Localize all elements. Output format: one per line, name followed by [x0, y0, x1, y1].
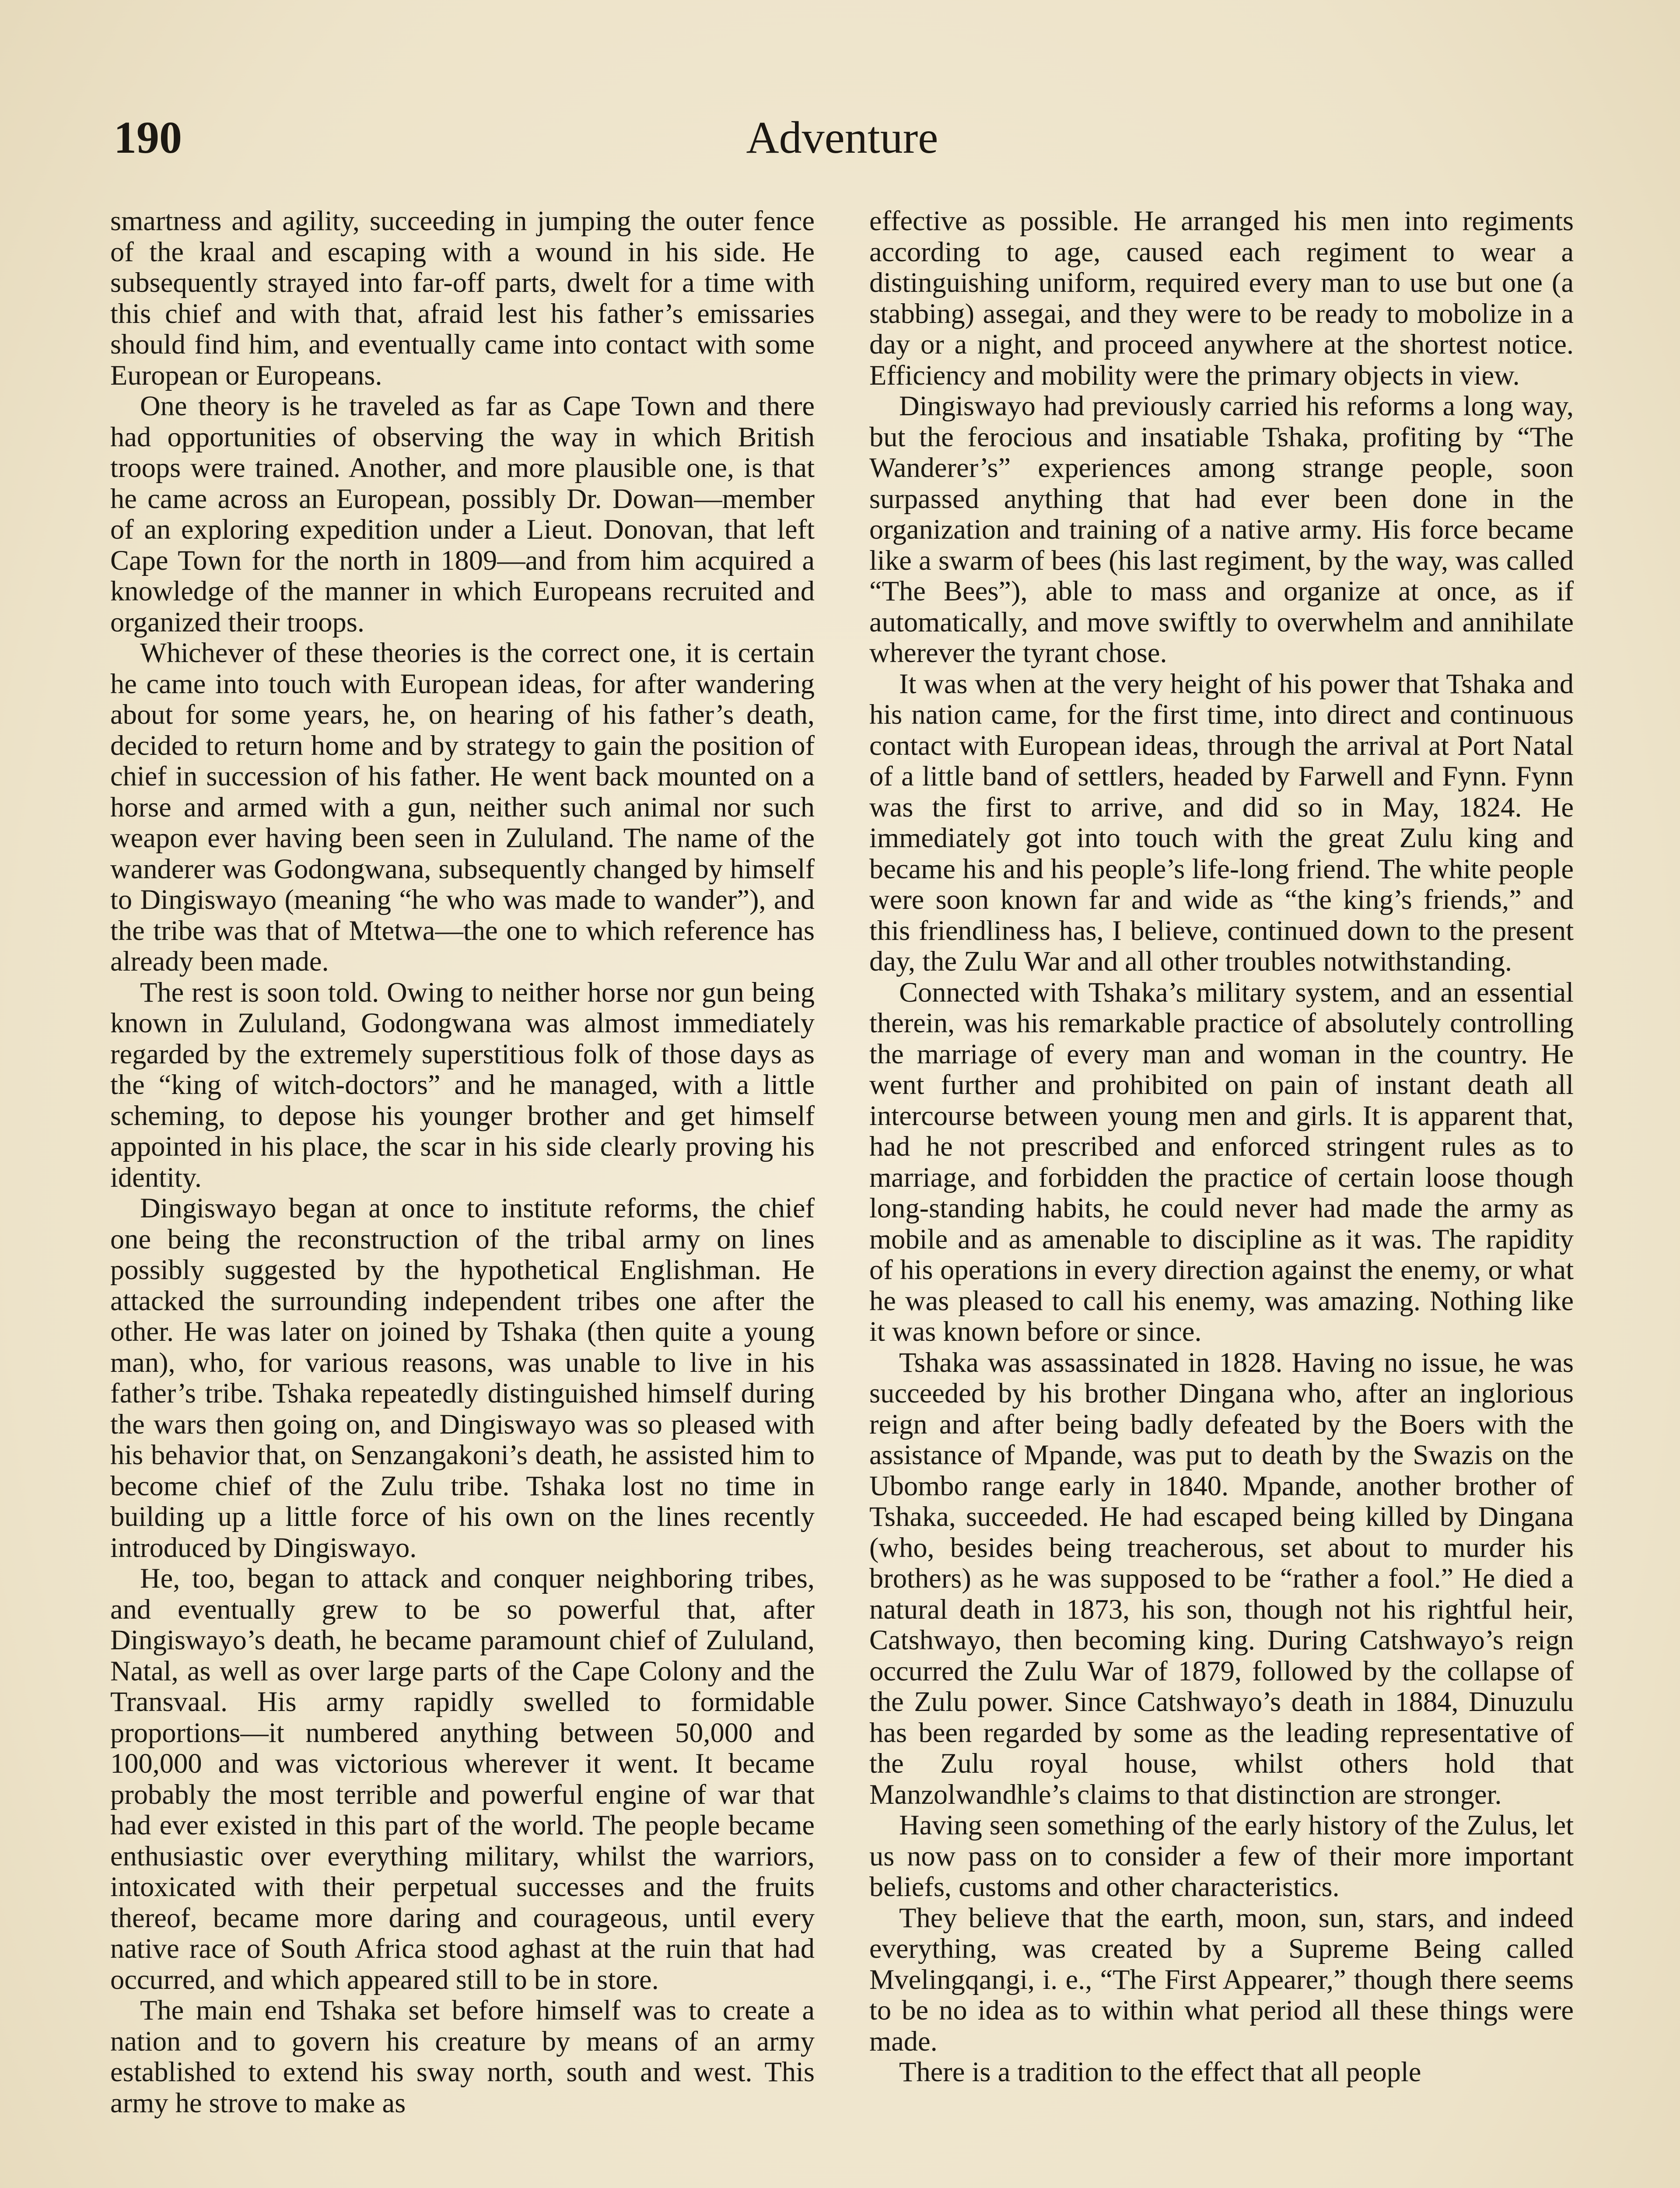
- paragraph: Whichever of these theories is the correct one, it is certain he came into touch with European ideas, for after wandering about for some years, he, on hearing of his father’s death, decided to return home and by strategy to gain the position of chief in succession of his father. He went back mounted on a horse and armed with a gun, neither such animal nor such weapon ever having been seen in Zululand. The name of the wanderer was Godongwana, subsequently changed by himself to Dingiswayo (meaning “he who was made to wander”), and the tribe was that of Mtetwa—the one to which reference has already been made.: [110, 637, 815, 977]
- paragraph: Connected with Tshaka’s military system, and an essential therein, was his remarkable practice of absolutely controlling the marriage of every man and woman in the country. He went further and prohibited on pain of instant death all intercourse between young men and girls. It is apparent that, had he not prescribed and enforced stringent rules as to marriage, and forbidden the practice of certain loose though long-standing habits, he could never had made the army as mobile and as amenable to discipline as it was. The rapidity of his operations in every direction against the enemy, or what he was pleased to call his enemy, was amazing. Nothing like it was known before or since.: [869, 976, 1574, 1347]
- paragraph: There is a tradition to the effect that all people: [899, 2056, 1421, 2087]
- paragraph: Tshaka was assassinated in 1828. Having no issue, he was succeeded by his brother Dingana who, after an inglorious reign and after being badly defeated by the Boers with the assistance of Mpande, was put to death by the Swazis on the Ubombo range early in 1840. Mpande, another brother of Tshaka, succeeded. He had escaped being killed by Dingana (who, besides being treacherous, set about to murder his brothers) as he was supposed to be “rather a fool.” He died a natural death in 1873, his son, though not his rightful heir, Catshwayo, then becoming king. During Catshwayo’s reign occurred the Zulu War of 1879, followed by the collapse of the Zulu power. Since Catshwayo’s death in 1884, Dinuzulu has been regarded by some as the leading representative of the Zulu royal house, whilst others hold that Manzolwandhle’s claims to that distinction are stronger.: [869, 1346, 1574, 1810]
- page-number: 190: [114, 112, 182, 163]
- page-header: [114, 105, 1571, 171]
- text-columns: [110, 206, 1574, 2188]
- paragraph: The rest is soon told. Owing to neither horse nor gun being known in Zululand, Godongwana was almost immediately regarded by the extremely superstitious folk of those days as the “king of witch-doctors” and he managed, with a little scheming, to depose his younger brother and get himself appointed in his place, the scar in his side clearly proving his identity.: [110, 976, 815, 1193]
- paragraph: effective as possible. He arranged his men into regiments according to age, caused each regiment to wear a distinguishing uniform, required every man to use but one (a stabbing) assegai, and they were to be ready to mobolize in a day or a night, and proceed anywhere at the shortest notice. Efficiency and mobility were the primary objects in view.: [869, 206, 1574, 391]
- paragraph: It was when at the very height of his power that Tshaka and his nation came, for the first time, into direct and continuous contact with European ideas, through the arrival at Port Natal of a little band of settlers, headed by Farwell and Fynn. Fynn was the first to arrive, and did so in May, 1824. He immediately got into touch with the great Zulu king and became his and his people’s life-long friend. The white people were soon known far and wide as “the king’s friends,” and this friendliness has, I believe, continued down to the present day, the Zulu War and all other troubles notwithstanding.: [869, 668, 1574, 977]
- paragraph: One theory is he traveled as far as Cape Town and there had opportunities of observing the way in which British troops were trained. Another, and more plausible one, is that he came across an European, possibly Dr. Dowan—member of an exploring expedition under a Lieut. Donovan, that left Cape Town for the north in 1809—and from him acquired a knowledge of the manner in which Europeans recruited and organized their troops.: [110, 390, 815, 638]
- paragraph: He, too, began to attack and conquer neighboring tribes, and eventually grew to be so powerful that, after Dingiswayo’s death, he became paramount chief of Zululand, Natal, as well as over large parts of the Cape Colony and the Transvaal. His army rapidly swelled to formidable proportions—it numbered anything between 50,000 and 100,000 and was victorious wherever it went. It became probably the most terrible and powerful engine of war that had ever existed in this part of the world. The people became enthusiastic over everything military, whilst the warriors, intoxicated with their perpetual successes and the fruits thereof, became more daring and courageous, until every native race of South Africa stood aghast at the ruin that had occurred, and which appeared still to be in store.: [110, 1563, 815, 1995]
- left-column: [110, 206, 815, 2188]
- paragraph: smartness and agility, succeeding in jumping the outer fence of the kraal and escaping with a wound in his side. He subsequently strayed into far-off parts, dwelt for a time with this chief and with that, afraid lest his father’s emissaries should find him, and eventually came into contact with some European or Europeans.: [110, 206, 815, 391]
- paragraph: The main end Tshaka set before himself was to create a nation and to govern his creature by means of an army established to extend his sway north, south and west. This army he strove to make as: [110, 1995, 815, 2118]
- paragraph: They believe that the earth, moon, sun, stars, and indeed everything, was created by a Supreme Being called Mvelingqangi, i. e., “The First Appearer,” though there seems to be no idea as to within what period all these things were made.: [869, 1902, 1574, 2057]
- right-column: [869, 206, 1574, 2188]
- paragraph: Dingiswayo began at once to institute reforms, the chief one being the reconstruction of the tribal army on lines possibly suggested by the hypothetical Englishman. He attacked the surrounding independent tribes one after the other. He was later on joined by Tshaka (then quite a young man), who, for various reasons, was unable to live in his father’s tribe. Tshaka repeatedly distinguished himself during the wars then going on, and Dingiswayo was so pleased with his behavior that, on Senzangakoni’s death, he assisted him to become chief of the Zulu tribe. Tshaka lost no time in building up a little force of his own on the lines recently introduced by Dingiswayo.: [110, 1192, 815, 1563]
- paragraph: Dingiswayo had previously carried his reforms a long way, but the ferocious and insatiable Tshaka, profiting by “The Wanderer’s” experiences among strange people, soon surpassed anything that had ever been done in the organization and training of a native army. His force became like a swarm of bees (his last regiment, by the way, was called “The Bees”), able to mass and organize at once, as if automatically, and move swiftly to overwhelm and annihilate wherever the tyrant chose.: [869, 390, 1574, 668]
- running-title: Adventure: [746, 112, 938, 163]
- paragraph: Having seen something of the early history of the Zulus, let us now pass on to consider a few of their more important beliefs, customs and other characteristics.: [869, 1809, 1574, 1902]
